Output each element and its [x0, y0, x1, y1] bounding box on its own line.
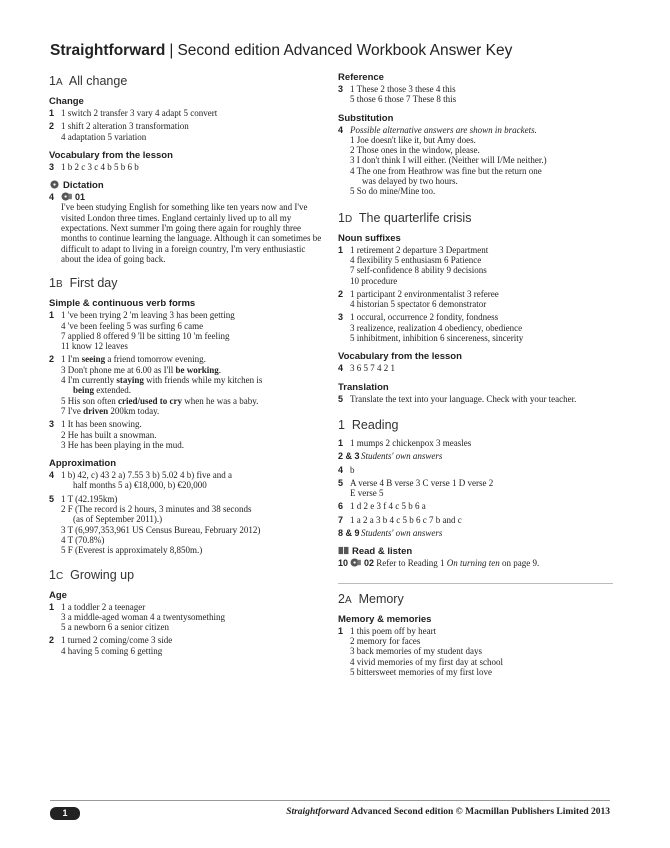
page-footer — [50, 800, 610, 818]
exercise-8-9: 8 & 9 Students' own answers — [338, 528, 443, 539]
section-1d-title: 1D The quarterlife crisis — [338, 210, 472, 225]
subheading-memory: Memory & memories — [338, 613, 432, 625]
exercise-2: 2 1 participant 2 environmentalist 3 referee 4 historian 5 spectator 6 demonstrator — [338, 288, 499, 310]
exercise-2: 2 1 turned 2 coming/come 3 side 4 having 5 coming 6 getting — [49, 635, 173, 656]
subheading-dictation: Dictation — [49, 180, 324, 191]
header-title: Second edition Advanced Workbook Answer Key — [177, 42, 513, 59]
section-reading-title: 1 Reading — [338, 417, 399, 432]
exercise-2-3: 2 & 3 Students' own answers — [338, 451, 443, 462]
page-header — [50, 42, 512, 60]
audio-disc-icon — [49, 180, 60, 189]
header-separator: | — [169, 42, 174, 59]
exercise-3: 3 1 It has been snowing. 2 He has built a snowman. 3 He has been playing in the mud. — [49, 419, 184, 450]
section-1b-title: 1B First day — [49, 276, 118, 291]
section-2a-title: 2A Memory — [338, 591, 404, 606]
exercise-1: 1 1 mumps 2 chickenpox 3 measles — [338, 437, 472, 448]
exercise-3: 3 1 occural, occurrence 2 fondity, fondness 3 realizence, realization 4 obediency, obedience 5 inhibitment, inhibition 6 sincereness, sincerity — [338, 312, 524, 344]
page-number: 1 — [50, 807, 80, 820]
audio-track-icon — [350, 558, 361, 567]
exercise-5: 5 Translate the text into your language. Check with your teacher. — [338, 393, 577, 404]
exercise-4: 4 Possible alternative answers are shown in brackets. 1 Joe doesn't like it, but Amy does. 2 Those ones in the window, please. 3 I don't think I will either. (Neither will I/Me neither.) 4 The one from Heathrow was fine but the return one was delayed by two hours. 5 So do mine/Mine too. — [338, 124, 547, 197]
left-column — [49, 66, 324, 659]
book-audio-icon — [338, 546, 349, 555]
section-divider — [338, 583, 613, 584]
exercise-5: 5 A verse 4 B verse 3 C verse 1 D verse 2 E verse 5 — [338, 477, 494, 499]
subheading-read-listen: Read & listen — [338, 546, 613, 557]
subheading-age: Age — [49, 589, 67, 601]
exercise-4: 4 3 6 5 7 4 2 1 — [338, 363, 395, 374]
exercise-1: 1 1 retirement 2 departure 3 Department 4 flexibility 5 enthusiasm 6 Patience 7 self-confidence 8 ability 9 decisions 10 procedure — [338, 244, 489, 286]
subheading-vocabulary: Vocabulary from the lesson — [338, 351, 462, 363]
section-1c-title: 1C Growing up — [49, 567, 135, 582]
subheading-substitution: Substitution — [338, 112, 394, 124]
right-column — [338, 72, 613, 680]
exercise-4: 4 b — [338, 464, 355, 475]
subheading-noun-suffixes: Noun suffixes — [338, 232, 401, 244]
subheading-translation: Translation — [338, 381, 389, 393]
subheading-vocabulary: Vocabulary from the lesson — [49, 149, 173, 161]
exercise-7: 7 1 a 2 a 3 b 4 c 5 b 6 c 7 b and c — [338, 514, 462, 525]
exercise-1: 1 1 've been trying 2 'm leaving 3 has been getting 4 've been feeling 5 was surfing 6 came 7 applied 8 offered 9 'll be sitting 10 'm feeling 11 know 12 leaves — [49, 310, 235, 352]
exercise-2: 2 1 shift 2 alteration 3 transformation 4 adaptation 5 variation — [49, 121, 189, 142]
section-1a-title: 1A All change — [49, 74, 128, 88]
subheading-approximation: Approximation — [49, 458, 117, 470]
subheading-verb-forms: Simple & continuous verb forms — [49, 298, 196, 310]
subheading-change: Change — [49, 96, 84, 107]
exercise-10: 10 02 Refer to Reading 1 On turning ten on page 9. — [338, 558, 540, 569]
exercise-5: 5 1 T (42.195km) 2 F (The record is 2 hours, 3 minutes and 38 seconds (as of September 2011).) 3 T (6,997,353,961 US Census Bureau, February 2012) 4 T (70.8%) 5 F (Everest is approximately 8,850m.) — [49, 493, 261, 556]
exercise-4: 4 1 b) 42, c) 43 2 a) 7.55 3 b) 5.02 4 b) five and a half months 5 a) €18,000, b) €20,000 — [49, 470, 232, 491]
exercise-2: 2 1 I'm seeing a friend tomorrow evening. 3 Don't phone me at 6.00 as I'll be working. 4 I'm currently staying with friends while my kitchen is being extended. 5 His son often cried/used to cry when he was a baby. 7 I've driven 200km today. — [49, 354, 263, 416]
exercise-4-dictation: 4 01 I've been studying English for something like ten years now and I've visited London three times. England certainly lived up to all my expectations. Next summer I'm going there again for roughly three months to continue learning the language. Although it can sometimes be difficult to adapt to living in a foreign country, I'm very enthusiastic about the idea of going back. — [49, 192, 322, 264]
footer-copyright: Straightforward Advanced Second edition © Macmillan Publishers Limited 2013 — [286, 807, 610, 817]
exercise-3: 3 1 These 2 those 3 these 4 this 5 those 6 those 7 These 8 this — [338, 84, 457, 105]
exercise-1: 1 1 this poem off by heart 2 memory for faces 3 back memories of my student days 4 vivid memories of my first day at school 5 bittersweet memories of my first love — [338, 625, 503, 677]
subheading-reference: Reference — [338, 72, 384, 83]
exercise-6: 6 1 d 2 e 3 f 4 c 5 b 6 a — [338, 501, 426, 512]
exercise-3: 3 1 b 2 c 3 c 4 b 5 b 6 b — [49, 161, 139, 172]
exercise-1: 1 1 a toddler 2 a teenager 3 a middle-aged woman 4 a twentysomething 5 a newborn 6 a senior citizen — [49, 601, 225, 633]
header-brand: Straightforward — [50, 42, 166, 59]
audio-track-icon — [61, 192, 72, 201]
exercise-1: 1 1 switch 2 transfer 3 vary 4 adapt 5 convert — [49, 108, 218, 118]
